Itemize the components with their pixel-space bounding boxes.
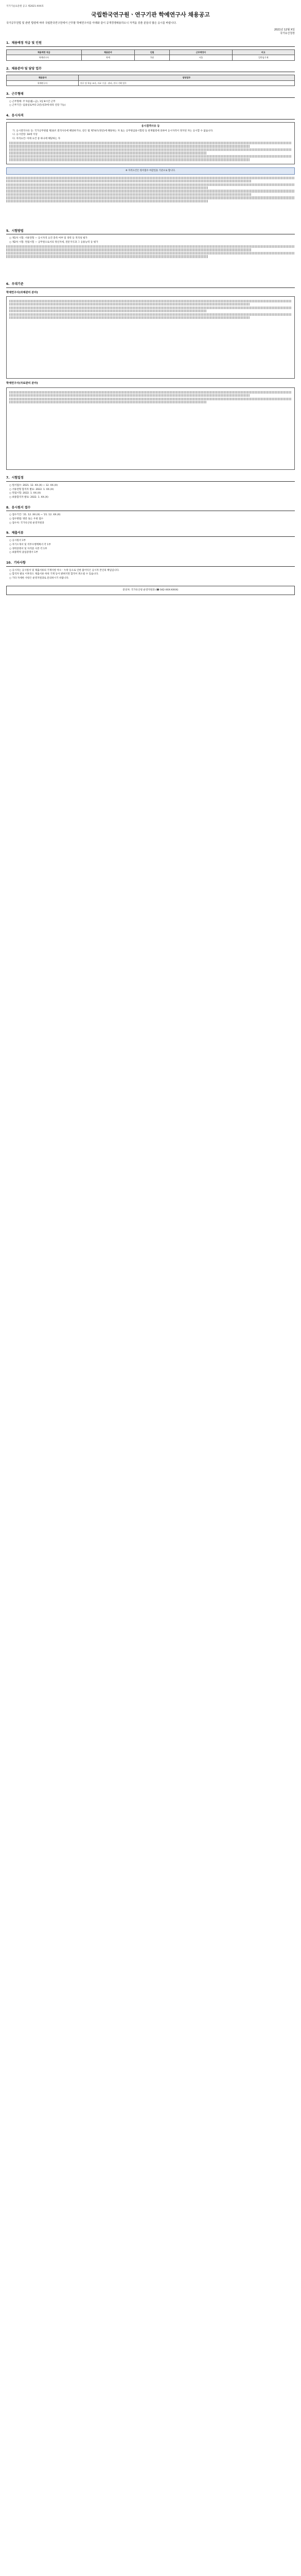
list-item: 가. 응시결격사유 등: 국가공무원법 제33조 결격사유에 해당하거나, 같은 법 제74조(정년)에 해당하는 자 또는 공무원임용시험령 등 관계법령에 의하여 응시자격이 정지된 자는 응시할 수 없습니다. bbox=[12, 129, 214, 132]
list-item: ○ 서류전형 합격자 발표: 2022. 1. XX.(X) bbox=[9, 488, 54, 491]
text-line bbox=[9, 303, 250, 306]
list-item: ○ 제1차 시험: 서류전형 — 응시자격 요건 충족 여부 및 경력 등 적격성 평가 bbox=[9, 237, 87, 240]
text-line bbox=[9, 151, 207, 154]
text-line bbox=[6, 183, 295, 186]
list-item: ○ 응시원서 1부 bbox=[9, 539, 26, 543]
section-10-heading bbox=[6, 561, 295, 567]
table-cell: 서울 bbox=[170, 55, 232, 60]
list-item: ○ 최종학력 졸업증명서 1부 bbox=[9, 551, 38, 554]
intro-paragraph: 국가공무원법 및 관련 법령에 따라 국립한국연구원에서 근무할 학예연구사를 아래와 같이 공개경쟁채용하오니 자격을 갖춘 분들의 많은 응시를 바랍니다. bbox=[6, 22, 177, 25]
section-number: 10. bbox=[6, 561, 12, 565]
section-title: 근무형태 bbox=[11, 92, 24, 96]
text-line bbox=[9, 398, 292, 400]
section-9-heading bbox=[6, 531, 295, 537]
text-line bbox=[9, 300, 292, 302]
section-title: 기타사항 bbox=[13, 561, 26, 565]
section-number: 3. bbox=[6, 92, 10, 96]
list-item: ○ 자기소개서 및 직무수행계획서 각 1부 bbox=[9, 543, 51, 546]
list-item: ○ 접수처: 국가유산청 운영지원과 bbox=[9, 521, 44, 524]
list-item: ○ 합격자 발표 이후라도 제출서류 허위 기재 등이 밝혀지면 합격이 취소될 수 있습니다. bbox=[9, 573, 99, 576]
text-line bbox=[9, 148, 292, 151]
section-number: 8. bbox=[6, 505, 10, 510]
text-line bbox=[6, 180, 252, 182]
text-line bbox=[9, 394, 250, 397]
list-item: 다. 자격요건: 아래 요건 중 하나에 해당하는 자 bbox=[12, 137, 61, 140]
table-row bbox=[7, 80, 295, 86]
list-item: 나. 응시연령: 18세 이상 bbox=[12, 133, 38, 137]
table-cell: 학예 bbox=[81, 55, 135, 60]
section-number: 5. bbox=[6, 229, 10, 233]
text-line bbox=[9, 155, 292, 158]
preference-box-1 bbox=[6, 296, 295, 379]
list-item: ○ 응시자는 응시원서 및 제출서류의 기재사항 착오ㆍ누락 등으로 인한 불이익은 응시자 본인의 책임입니다. bbox=[9, 569, 119, 572]
exam-detail-block bbox=[6, 245, 295, 276]
text-line bbox=[6, 196, 295, 199]
section-5-heading bbox=[6, 229, 295, 235]
section-7-heading bbox=[6, 476, 295, 482]
text-line bbox=[9, 158, 250, 161]
section-number: 6. bbox=[6, 282, 10, 286]
preference-box-2 bbox=[6, 387, 295, 470]
list-item: ○ 접수방법: 방문 또는 우편 접수 bbox=[9, 518, 44, 521]
text-line bbox=[9, 391, 292, 394]
issuer: 국가유산청장 bbox=[280, 31, 295, 35]
table-header: 비고 bbox=[232, 50, 294, 55]
table-row bbox=[7, 55, 295, 60]
section-title: 시험일정 bbox=[11, 476, 24, 480]
document-title: 국립한국연구원ㆍ연구기관 학예연구사 채용공고 bbox=[91, 11, 210, 18]
table-header: 채용분야 bbox=[81, 50, 135, 55]
duties-table bbox=[6, 75, 295, 86]
section-3-heading bbox=[6, 92, 295, 98]
text-line bbox=[6, 190, 295, 192]
text-line bbox=[6, 193, 252, 196]
section-6-heading bbox=[6, 282, 295, 288]
list-item: ○ 기타 자세한 사항은 운영지원과로 문의하시기 바랍니다. bbox=[9, 577, 69, 580]
document-meta: 국가기술표준원 공고 제2021-XXX호 bbox=[6, 5, 44, 8]
text-line bbox=[9, 316, 250, 319]
list-item: ○ 근무형태: 주 5일(월~금), 1일 8시간 근무 bbox=[9, 100, 56, 103]
list-item: ○ 접수기간: '21. 12. XX.(X) ~ '21. 12. XX.(X) bbox=[9, 514, 61, 517]
text-line bbox=[6, 200, 208, 202]
text-line bbox=[9, 310, 207, 312]
text-line bbox=[9, 313, 292, 316]
table-header: 인원 bbox=[135, 50, 170, 55]
date: 2021년 12월 X일 bbox=[274, 28, 295, 32]
section-title: 제출서류 bbox=[11, 531, 24, 535]
section-number: 7. bbox=[6, 476, 10, 480]
text-line bbox=[6, 245, 295, 248]
section-title: 시험방법 bbox=[11, 229, 24, 233]
table-header: 채용예정 직급 bbox=[7, 50, 82, 55]
list-item: ○ 근무기간: 임용일로부터 2년(성과에 따라 연장 가능) bbox=[9, 104, 66, 107]
positions-table bbox=[6, 49, 295, 60]
text-line bbox=[9, 142, 292, 144]
section-2-heading bbox=[6, 67, 295, 73]
table-cell: 학예연구사 bbox=[7, 55, 82, 60]
eligibility-detail-block bbox=[6, 177, 295, 223]
table-cell: 1명 bbox=[135, 55, 170, 60]
eligibility-notice: ※ 자격요건은 원서접수 마감일을 기준으로 합니다. bbox=[6, 167, 295, 175]
subsection-heading: 학예연구사(과제관리 분야) bbox=[6, 291, 38, 294]
section-title: 응시원서 접수 bbox=[11, 505, 31, 510]
text-line bbox=[9, 401, 207, 403]
section-4-heading bbox=[6, 114, 295, 120]
list-item: ○ 경력증명서 및 자격증 사본 각 1부 bbox=[9, 547, 47, 550]
text-line bbox=[6, 252, 295, 255]
section-title: 우대기준 bbox=[11, 282, 24, 286]
eligibility-box bbox=[6, 122, 295, 164]
list-item: ○ 원서접수: 2021. 12. XX.(X) ~ 12. XX.(X) bbox=[9, 484, 58, 487]
section-1-heading bbox=[6, 41, 295, 47]
text-line bbox=[6, 255, 208, 258]
list-item: ○ 최종합격자 발표: 2022. 1. XX.(X) bbox=[9, 496, 48, 499]
table-cell: 학예연구사 bbox=[7, 80, 79, 86]
section-title: 응시자격 bbox=[11, 113, 24, 117]
section-title: 채용예정 직급 및 인원 bbox=[11, 41, 42, 45]
section-number: 4. bbox=[6, 113, 10, 117]
section-number: 1. bbox=[6, 41, 10, 45]
table-cell: 연구 및 학술 조사, 자료 수집ㆍ관리, 전시 기획 업무 bbox=[79, 80, 295, 86]
table-header: 담당업무 bbox=[79, 75, 295, 80]
text-line bbox=[6, 248, 252, 251]
table-header: 채용분야 bbox=[7, 75, 79, 80]
table-cell: 일반임기제 bbox=[232, 55, 294, 60]
contact-footer: 문의처: 국가유산청 운영지원과 (☎ 042-XXX-XXXX) bbox=[6, 586, 295, 595]
section-number: 9. bbox=[6, 531, 10, 535]
section-title: 채용분야 및 담당 업무 bbox=[11, 66, 42, 71]
text-line bbox=[6, 187, 208, 189]
date-block bbox=[6, 28, 295, 35]
section-8-heading bbox=[6, 506, 295, 512]
table-header: 근무예정지 bbox=[170, 50, 232, 55]
text-line bbox=[6, 177, 295, 179]
text-line bbox=[9, 307, 292, 309]
list-item: ○ 면접시험: 2022. 1. XX.(X) bbox=[9, 492, 41, 495]
text-line bbox=[9, 145, 250, 147]
subsection-heading: 학예연구사(자료관리 분야) bbox=[6, 382, 38, 385]
box-title: 응시결격사유 등 bbox=[141, 124, 160, 128]
list-item: ○ 제2차 시험: 면접시험 — 공무원으로서의 정신자세, 전문지식과 그 응용능력 등 평가 bbox=[9, 241, 98, 244]
section-number: 2. bbox=[6, 66, 10, 71]
